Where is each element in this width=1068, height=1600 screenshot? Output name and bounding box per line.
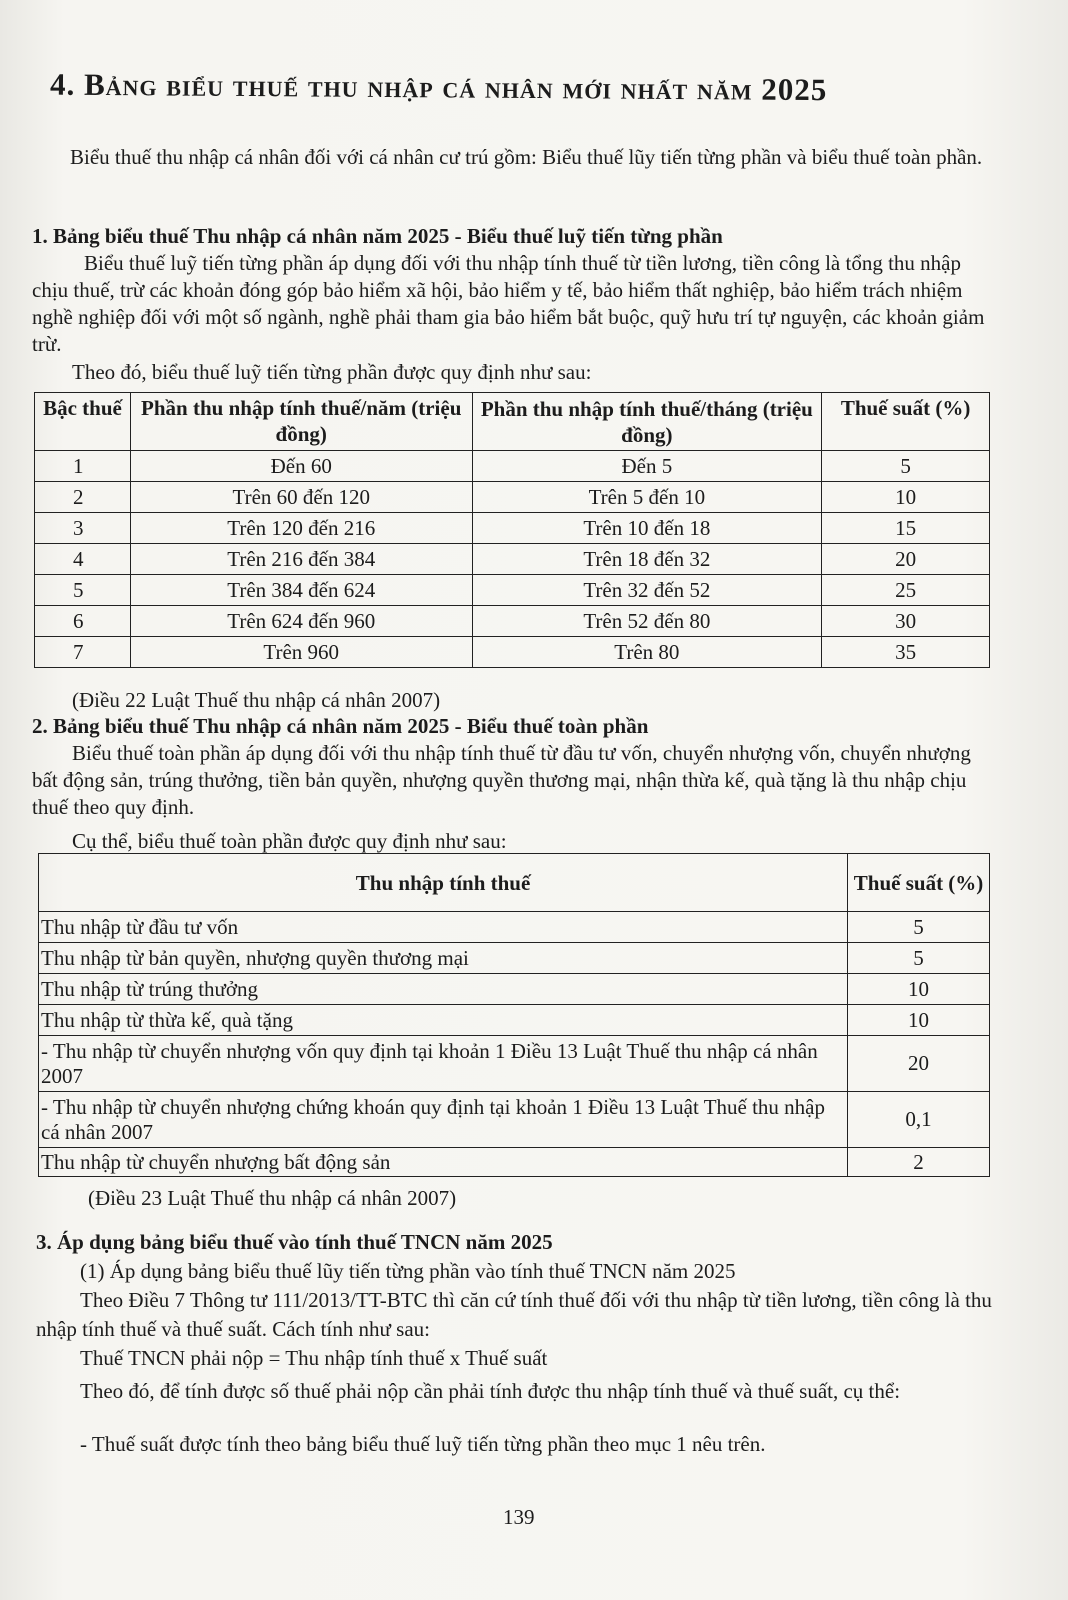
income-type: Thu nhập từ đầu tư vốn [39, 912, 848, 943]
table-row [39, 974, 990, 1005]
annual-range: Trên 216 đến 384 [130, 544, 472, 575]
annual-range: Trên 120 đến 216 [130, 513, 472, 544]
tax-rate: 30 [822, 606, 990, 637]
table-row [35, 544, 990, 575]
flat-tax-table [38, 853, 990, 1177]
section-3-paragraph-2: Theo đó, để tính được số thuế phải nộp cần phải tính được thu nhập tính thuế và thuế suất, cụ thể: [80, 1379, 901, 1403]
intro-paragraph: Biểu thuế thu nhập cá nhân đối với cá nhân cư trú gồm: Biểu thuế lũy tiến từng phần và biểu thuế toàn phần. [70, 145, 983, 169]
tax-rate: 15 [822, 513, 990, 544]
flat-rate: 5 [848, 912, 990, 943]
header-flat-tax-rate: Thuế suất (%) [848, 854, 990, 912]
page-title: 4. Bảng biểu thuế thu nhập cá nhân mới nhất năm 2025 [49, 66, 828, 108]
monthly-range: Trên 52 đến 80 [472, 606, 822, 637]
tax-rate: 10 [822, 482, 990, 513]
annual-range: Trên 60 đến 120 [130, 482, 472, 513]
flat-tax-header-row [39, 854, 990, 912]
table-row [39, 1148, 990, 1177]
tax-level: 5 [35, 575, 131, 606]
section-1-paragraph: Biểu thuế luỹ tiến từng phần áp dụng đối với thu nhập tính thuế từ tiền lương, tiền công là tổng thu nhập chịu thuế, trừ các khoản đóng góp bảo hiểm xã hội, bảo hiểm y tế, bảo hiểm thất nghiệp, bảo hiểm trách nhiệm nghề nghiệp đối với một số ngành, nghề phải tham gia bảo hiểm bắt buộc, quỹ hưu trí tự nguyện, các khoản giảm trừ. [32, 251, 985, 356]
table-row [39, 1036, 990, 1092]
table-row [39, 1005, 990, 1036]
header-tax-rate: Thuế suất (%) [822, 393, 990, 451]
section-3-bullet: - Thuế suất được tính theo bảng biểu thuế luỹ tiến từng phần theo mục 1 nêu trên. [80, 1432, 766, 1456]
table-row [35, 482, 990, 513]
section-1-source: (Điều 22 Luật Thuế thu nhập cá nhân 2007) [72, 688, 441, 712]
flat-rate: 0,1 [848, 1092, 990, 1148]
flat-rate: 5 [848, 943, 990, 974]
tax-rate: 35 [822, 637, 990, 668]
income-type: Thu nhập từ bản quyền, nhượng quyền thương mại [39, 943, 848, 974]
section-1-heading: 1. Bảng biểu thuế Thu nhập cá nhân năm 2025 - Biểu thuế luỹ tiến từng phần [32, 224, 723, 248]
income-type: - Thu nhập từ chuyển nhượng chứng khoán quy định tại khoản 1 Điều 13 Luật Thuế thu nhập cá nhân 2007 [39, 1092, 848, 1148]
section-3-heading: 3. Áp dụng bảng biểu thuế vào tính thuế TNCN năm 2025 [36, 1230, 553, 1254]
section-3-paragraph-1: Theo Điều 7 Thông tư 111/2013/TT-BTC thì căn cứ tính thuế đối với thu nhập từ tiền lương, tiền công là thu nhập tính thuế và thuế suất. Cách tính như sau: [36, 1288, 992, 1341]
section-2-lead: Cụ thể, biểu thuế toàn phần được quy định như sau: [72, 829, 507, 853]
header-taxable-income: Thu nhập tính thuế [39, 854, 848, 912]
monthly-range: Trên 18 đến 32 [472, 544, 822, 575]
tax-level: 2 [35, 482, 131, 513]
annual-range: Trên 384 đến 624 [130, 575, 472, 606]
monthly-range: Trên 10 đến 18 [472, 513, 822, 544]
annual-range: Đến 60 [130, 451, 472, 482]
tax-level: 3 [35, 513, 131, 544]
flat-rate: 2 [848, 1148, 990, 1177]
table-row [35, 513, 990, 544]
table-row [39, 943, 990, 974]
monthly-range: Trên 5 đến 10 [472, 482, 822, 513]
progressive-tax-header-row [35, 393, 990, 451]
income-type: Thu nhập từ thừa kế, quà tặng [39, 1005, 848, 1036]
income-type: - Thu nhập từ chuyển nhượng vốn quy định tại khoản 1 Điều 13 Luật Thuế thu nhập cá nhân 2007 [39, 1036, 848, 1092]
table-row [39, 1092, 990, 1148]
table-row [39, 912, 990, 943]
tax-level: 4 [35, 544, 131, 575]
tax-level: 1 [35, 451, 131, 482]
section-2-heading: 2. Bảng biểu thuế Thu nhập cá nhân năm 2025 - Biểu thuế toàn phần [32, 714, 649, 738]
table-row [35, 606, 990, 637]
flat-rate: 20 [848, 1036, 990, 1092]
header-annual-income: Phần thu nhập tính thuế/năm (triệu đồng) [130, 393, 472, 451]
monthly-range: Đến 5 [472, 451, 822, 482]
flat-rate: 10 [848, 1005, 990, 1036]
tax-rate: 20 [822, 544, 990, 575]
annual-range: Trên 624 đến 960 [130, 606, 472, 637]
table-row [35, 451, 990, 482]
section-3-subheading: (1) Áp dụng bảng biểu thuế lũy tiến từng phần vào tính thuế TNCN năm 2025 [80, 1259, 736, 1283]
tax-rate: 5 [822, 451, 990, 482]
progressive-tax-table [34, 392, 990, 668]
section-1-lead: Theo đó, biểu thuế luỹ tiến từng phần được quy định như sau: [72, 360, 592, 384]
tax-level: 7 [35, 637, 131, 668]
monthly-range: Trên 80 [472, 637, 822, 668]
tax-rate: 25 [822, 575, 990, 606]
monthly-range: Trên 32 đến 52 [472, 575, 822, 606]
income-type: Thu nhập từ chuyển nhượng bất động sản [39, 1148, 848, 1177]
tax-formula: Thuế TNCN phải nộp = Thu nhập tính thuế x Thuế suất [80, 1346, 548, 1370]
header-tax-level: Bậc thuế [35, 393, 131, 451]
table-row [35, 575, 990, 606]
annual-range: Trên 960 [130, 637, 472, 668]
page-number: 139 [503, 1505, 535, 1529]
section-2-source: (Điều 23 Luật Thuế thu nhập cá nhân 2007) [88, 1186, 457, 1210]
header-monthly-income: Phần thu nhập tính thuế/tháng (triệu đồng) [472, 393, 822, 451]
flat-rate: 10 [848, 974, 990, 1005]
table-row [35, 637, 990, 668]
tax-level: 6 [35, 606, 131, 637]
section-2-paragraph: Biểu thuế toàn phần áp dụng đối với thu nhập tính thuế từ đầu tư vốn, chuyển nhượng vốn, chuyển nhượng bất động sản, trúng thưởng, tiền bản quyền, nhượng quyền thương mại, nhận thừa kế, quà tặng là thu nhập chịu thuế theo quy định. [32, 741, 971, 819]
income-type: Thu nhập từ trúng thưởng [39, 974, 848, 1005]
